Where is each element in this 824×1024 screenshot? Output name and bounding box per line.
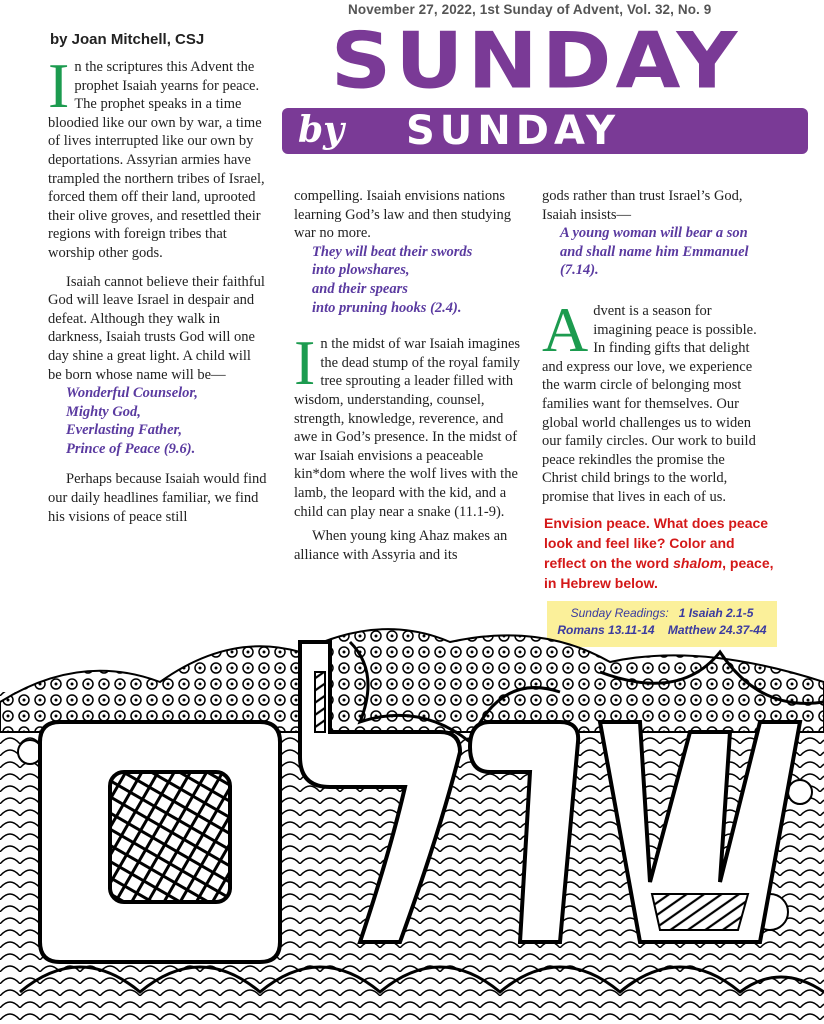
quote-line: into pruning hooks (2.4).: [312, 299, 462, 316]
quote-line: A young woman will bear a son: [560, 225, 748, 242]
masthead-logo: [258, 15, 814, 158]
drop-cap: I: [294, 327, 316, 399]
readings-label: Sunday Readings:: [570, 606, 669, 620]
quote-line: They will beat their swords: [312, 243, 473, 260]
callout-text: Envision peace. What does peace look and feel like? Color and reflect on the word: [544, 515, 769, 571]
paragraph-text: n the midst of war Isaiah imagines the dead stump of the royal family tree sprouting a leader filled with wisdom, understanding, counsel, strength, knowledge, reverence, and awe in God’s presence. In the midst of war Isaiah envisions a peaceable kin*dom where the wolf lives with the lamb, the leopard with the kid, and a child can play near a snake (11.1-9).: [294, 336, 521, 520]
dateline: November 27, 2022, 1st Sunday of Advent, Vol. 32, No. 9: [348, 2, 712, 17]
paragraph: compelling. Isaiah envisions nations learning God’s law and then studying war no more.: [294, 188, 512, 242]
quote-line: into plowshares,: [312, 262, 410, 279]
masthead-sunday-bottom: SUNDAY: [406, 108, 621, 154]
paragraph-text: dvent is a season for imagining peace is possible. In finding gifts that delight and express our love, we experience the warm circle of belonging most families want for themselves. Our global world challenges us to widen our family circles. Our work to build peace rekindles the promise the Christ child brings to the world, promise that lives in each of us.: [542, 302, 757, 505]
reading-second: Romans 13.11-14: [557, 623, 655, 637]
paragraph: Isaiah cannot believe their faithful God will leave Israel in despair and defeat. Although they walk in darkness, Isaiah trusts God will one day shine a great light. A child will be born whose name will be—: [48, 273, 265, 383]
drop-cap: I: [48, 50, 70, 121]
paragraph: [542, 293, 762, 507]
byline: by Joan Mitchell, CSJ: [50, 31, 205, 48]
paragraph: gods rather than trust Israel’s God, Isaiah insists—: [542, 188, 743, 223]
reflection-callout: [544, 513, 774, 593]
paragraph: Perhaps because Isaiah would find our daily headlines familiar, we find his visions of peace still: [48, 471, 267, 525]
quote-line: Everlasting Father,: [66, 422, 183, 439]
paragraph: When young king Ahaz makes an alliance with Assyria and its: [294, 528, 508, 563]
article-column-3: [542, 187, 762, 507]
quote-line: Wonderful Counselor,: [66, 385, 198, 402]
masthead-by: by: [298, 109, 345, 151]
quote-line: and their spears: [312, 280, 408, 297]
article-column-1: [48, 50, 268, 526]
article-column-2: [294, 187, 528, 564]
reading-gospel: Matthew 24.37-44: [667, 623, 767, 637]
scripture-quote: [48, 384, 268, 458]
quote-line: Prince of Peace (9.6).: [66, 440, 196, 457]
quote-line: Mighty God,: [66, 403, 141, 420]
masthead-sunday-top: SUNDAY: [330, 15, 742, 106]
callout-text: , peace, in Hebrew below.: [544, 555, 774, 591]
scripture-quote: [294, 243, 528, 317]
scripture-quote: [542, 224, 762, 280]
quote-line: (7.14).: [560, 262, 599, 279]
callout-word: shalom: [673, 555, 723, 571]
drop-cap: A: [542, 293, 589, 365]
paragraph: [294, 327, 528, 521]
paragraph-text: n the scriptures this Advent the prophet Isaiah yearns for peace. The prophet speaks in a time bloodied like our own by war, a time of lives interrupted like our own by deportations. Assyrian armies have trampled the northern tribes of Israel, forced them off their land, uprooted their olive groves, and resettled their regions with foreign tribes that worship other gods.: [48, 59, 265, 261]
paragraph: [48, 50, 268, 263]
reading-first: 1 Isaiah 2.1-5: [678, 606, 754, 620]
shalom-hebrew-coloring-art: [0, 612, 824, 1024]
quote-line: and shall name him Emmanuel: [560, 243, 749, 260]
